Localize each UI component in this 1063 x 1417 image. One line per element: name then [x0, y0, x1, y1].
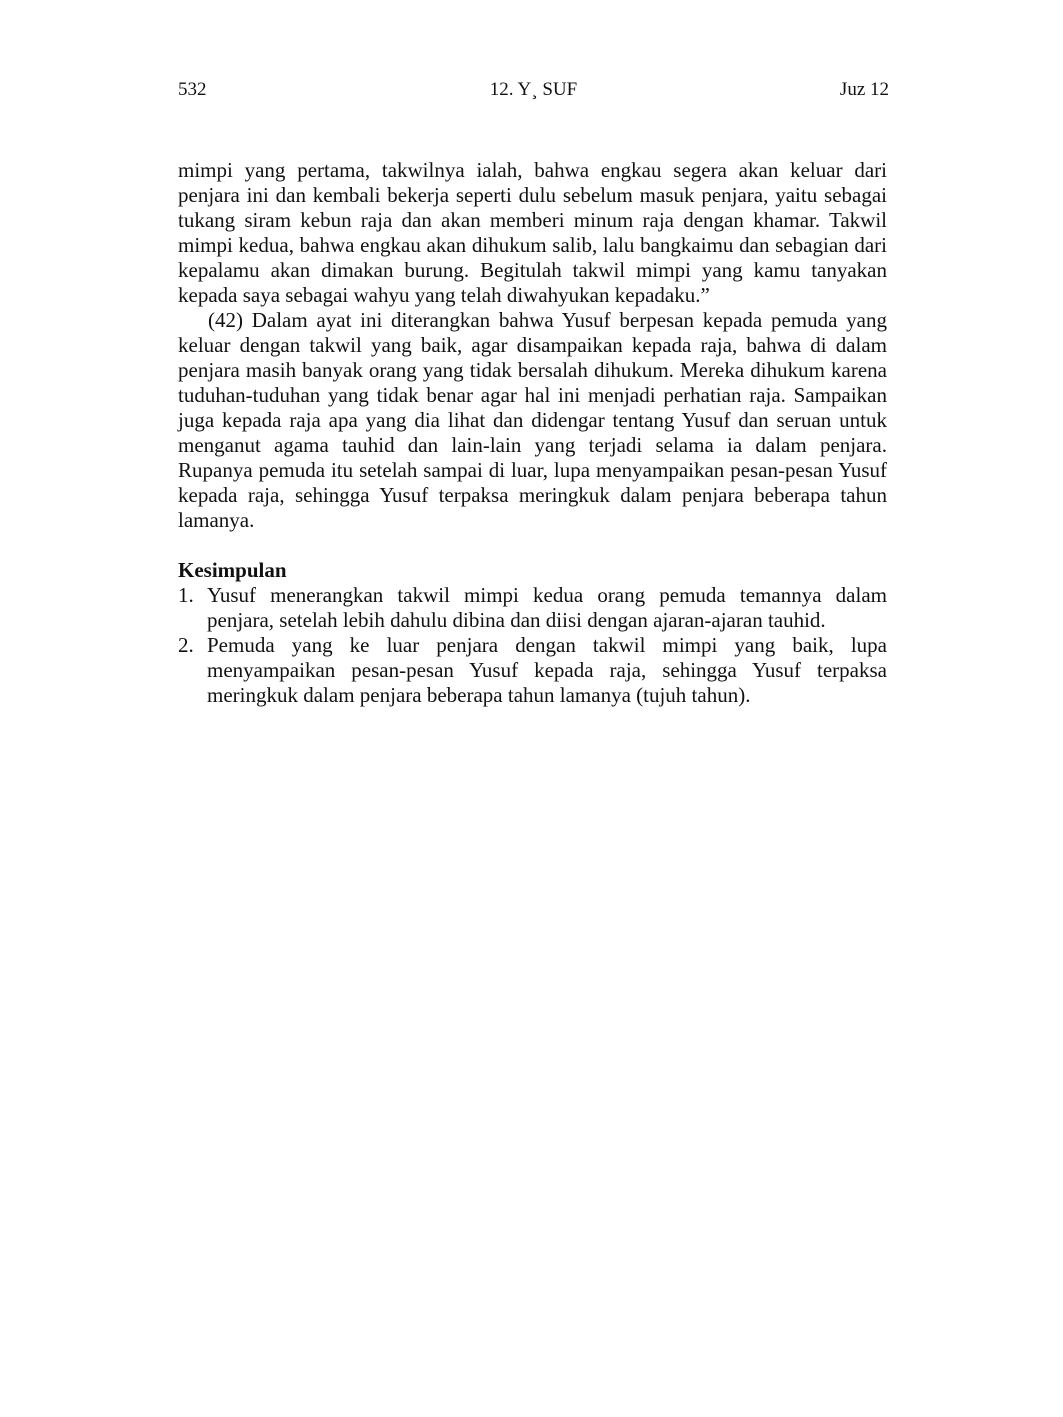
list-item [178, 583, 887, 633]
page-number: 532 [178, 79, 207, 100]
list-item-number: 2. [178, 633, 194, 657]
list-item-number: 1. [178, 583, 194, 607]
conclusion-heading: Kesimpulan [178, 558, 287, 582]
page-header [178, 76, 889, 104]
chapter-title: 12. Y¸ SUF [489, 79, 578, 100]
body-text [178, 158, 887, 708]
list-item-text: Pemuda yang ke luar penjara dengan takwil mimpi yang baik, lupa menyampaikan pesan-pesan Yusuf kepada raja, sehingga Yusuf terpaksa meringkuk dalam penjara beberapa tahun lamanya (tujuh tahun). [207, 633, 887, 707]
list-item [178, 633, 887, 708]
paragraph-continuation: mimpi yang pertama, takwilnya ialah, bahwa engkau segera akan keluar dari penjara ini dan kembali bekerja seperti dulu sebelum masuk penjara, yaitu sebagai tukang siram kebun raja dan akan memberi minum raja dengan khamar. Takwil mimpi kedua, bahwa engkau akan dihukum salib, lalu bangkaimu dan sebagian dari kepalamu akan dimakan burung. Begitulah takwil mimpi yang kamu tanyakan kepada saya sebagai wahyu yang telah diwahyukan kepadaku.” [178, 158, 887, 307]
paragraph-verse-42: (42) Dalam ayat ini diterangkan bahwa Yusuf berpesan kepada pemuda yang keluar dengan takwil yang baik, agar disampaikan kepada raja, bahwa di dalam penjara masih banyak orang yang tidak bersalah dihukum. Mereka dihukum karena tuduhan-tuduhan yang tidak benar agar hal ini menjadi perhatian raja. Sampaikan juga kepada raja apa yang dia lihat dan didengar tentang Yusuf dan seruan untuk menganut agama tauhid dan lain-lain yang terjadi selama ia dalam penjara. Rupanya pemuda itu setelah sampai di luar, lupa menyampaikan pesan-pesan Yusuf kepada raja, sehingga Yusuf terpaksa meringkuk dalam penjara beberapa tahun lamanya. [178, 308, 887, 532]
list-item-text: Yusuf menerangkan takwil mimpi kedua orang pemuda temannya dalam penjara, setelah lebih dahulu dibina dan diisi dengan ajaran-ajaran tauhid. [207, 583, 887, 632]
juz-label: Juz 12 [839, 79, 889, 100]
conclusion-list [178, 583, 887, 708]
